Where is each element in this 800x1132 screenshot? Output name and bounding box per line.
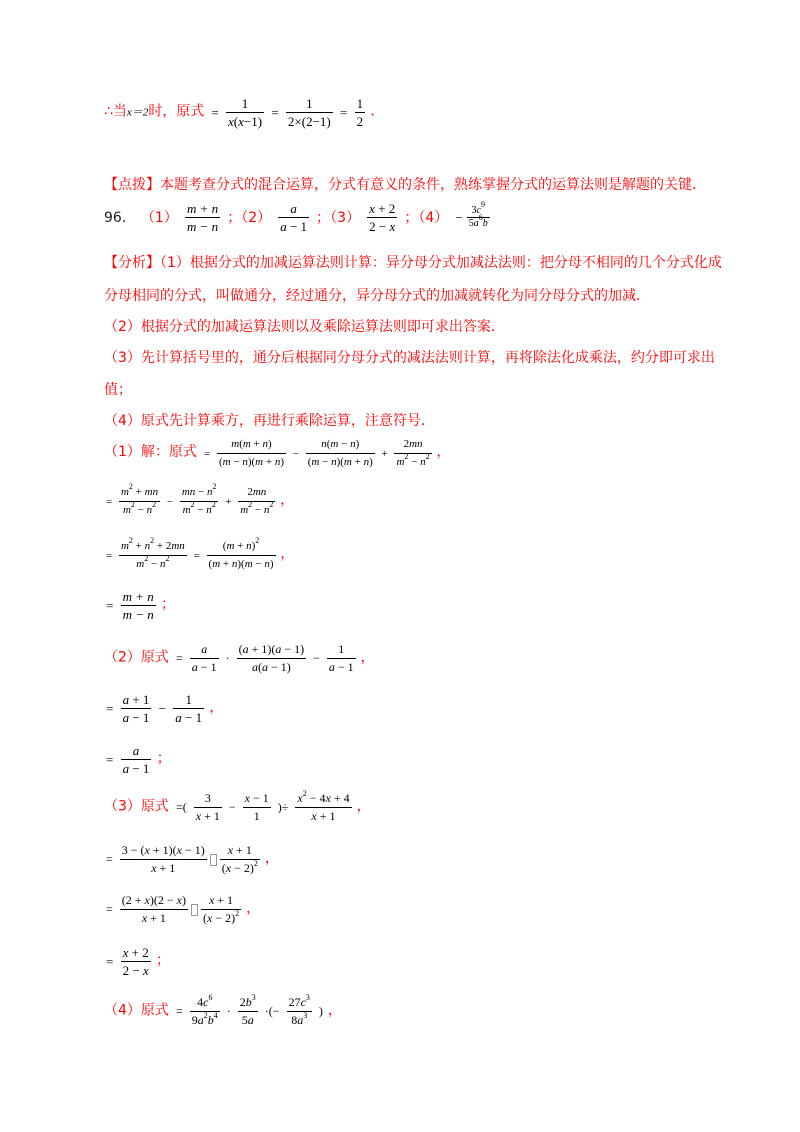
fraction: $\frac{x^2 - 4x + 4}{x + 1}$	[297, 789, 350, 823]
fraction: $\frac{x - 1}{1}$	[244, 791, 269, 823]
solution-label: （3）原式	[104, 798, 169, 815]
comma: ，	[280, 492, 295, 509]
fraction: $\frac{3}{x + 1}$	[195, 791, 220, 823]
expression: = $\frac{1}{x(x-1)}$ = $\frac{1}{2\times(2-1)}$ = $\frac{1}{2}$	[211, 96, 364, 129]
fraction: $\frac{a}{a - 1}$	[280, 201, 308, 234]
fraction: $\frac{mn - n^2}{m^2 - n^2}$	[181, 482, 217, 516]
analysis-line-1: 【分析】（1）根据分式的加减运算法则计算：异分母分式加减法法则：把分母不相同的几个分式化成	[104, 255, 722, 271]
answer-label: ；（4）	[404, 210, 449, 226]
fraction: $\frac{1}{a - 1}$	[328, 642, 354, 674]
comma: ，	[436, 444, 451, 461]
expression: = $\frac{a + 1}{a - 1}$ − $\frac{1}{a - 1}$	[106, 692, 203, 725]
condition: x＝2	[126, 106, 149, 119]
expression: =( $\frac{3}{x + 1}$ − $\frac{x - 1}{1}$ )÷ $\frac{x^2 - 4x + 4}{x + 1}$	[176, 789, 350, 823]
solution-3-step-3	[104, 892, 260, 927]
fraction: $\frac{m(m + n)}{(m - n)(m + n)}$	[218, 438, 284, 468]
analysis-line-2: 分母相同的分式，叫做通分，经过通分，异分母分式的加减就转化为同分母分式的加减．	[104, 288, 650, 304]
comma: ，	[246, 900, 261, 917]
fraction: $\frac{x + 1}{(x - 2)^2}$	[221, 843, 258, 875]
expression: = $\frac{a}{a - 1}$	[106, 743, 150, 776]
hint-paragraph: 【点拨】本题考查分式的混合运算，分式有意义的条件，熟练掌握分式的运算法则是解题的关键．	[104, 177, 706, 193]
comma: ，	[209, 699, 224, 716]
expression: = $\frac{4c^6}{9a^2b^4}$ · $\frac{2b^3}{5a}$ ·(− $\frac{27c^3}{8a^3}$ )	[176, 993, 323, 1027]
solution-4-step-1	[104, 994, 342, 1029]
fraction: $\frac{m + n}{m - n}$	[122, 589, 154, 622]
solution-label: （1）解：原式	[104, 444, 197, 461]
fraction: $\frac{1}{x(x-1)}$	[228, 96, 263, 129]
fraction: $\frac{1}{a - 1}$	[175, 692, 203, 725]
solution-1-result	[104, 588, 175, 623]
solution-3-result	[104, 944, 170, 979]
comma: ，	[356, 798, 371, 815]
fraction: $\frac{x + 2}{2 - x}$	[369, 201, 396, 234]
expression: = $\frac{3 - (x + 1)(x - 1)}{x + 1}$ $\frac{x + 1}{(x - 2)^2}$	[106, 843, 258, 875]
answer-label: （1）	[140, 210, 178, 226]
fraction: $\frac{a}{a - 1}$	[191, 642, 217, 674]
solution-1-step-2	[104, 484, 294, 519]
answer-96: 96． （1） $\frac{m + n}{m - n}$ ；（2） $\frac{a}{a - 1}$ ；（3） $\frac{x + 2}{2 - x}$ ；（4） − $\frac{3c^9}{5a^6b}$	[104, 200, 488, 234]
fraction: $\frac{n(m - n)}{(m - n)(m + n)}$	[307, 438, 373, 468]
placeholder-glyph	[191, 904, 198, 916]
question-number: 96．	[104, 210, 136, 226]
answer-label: ；（3）	[316, 210, 361, 226]
fraction: $\frac{x + 2}{2 - x}$	[122, 945, 149, 978]
fraction: $\frac{27c^3}{8a^3}$	[288, 993, 310, 1027]
fraction: $\frac{(m + n)^2}{(m + n)(m - n)}$	[208, 536, 274, 570]
fraction: $\frac{2mn}{m^2 - n^2}$	[240, 486, 274, 516]
analysis-line-3: （2）根据分式的加减运算法则以及乘除运算法则即可求出答案．	[104, 319, 505, 335]
analysis-line-5: 值；	[104, 382, 132, 398]
semicolon: ；	[156, 750, 171, 767]
conclusion-text-2: 时，原式	[148, 103, 205, 120]
semicolon: ；	[161, 596, 176, 613]
comma: ，	[360, 649, 375, 666]
solution-2-step-2	[104, 691, 223, 726]
solution-3-step-1	[104, 790, 371, 825]
expression: = $\frac{m^2 + n^2 + 2mn}{m^2 - n^2}$ = $\frac{(m + n)^2}{(m + n)(m - n)}$	[104, 549, 280, 561]
fraction: $\frac{a + 1}{a - 1}$	[122, 692, 150, 725]
expression: = $\frac{x + 2}{2 - x}$	[106, 945, 149, 978]
solution-1-step-3	[104, 538, 294, 573]
solution-3-step-2	[104, 842, 279, 877]
expression: = $\frac{m(m + n)}{(m - n)(m + n)}$ − $\frac{n(m - n)}{(m - n)(m + n)}$ + $\frac{2mn}{m^2 - n^2}$	[202, 447, 436, 459]
fraction: $\frac{m + n}{m - n}$	[186, 201, 219, 234]
expression: = $\frac{a}{a - 1}$ · $\frac{(a + 1)(a - 1)}{a(a - 1)}$ − $\frac{1}{a - 1}$	[176, 642, 354, 674]
answer-label: ；（2）	[227, 210, 272, 226]
line-conclusion	[104, 95, 384, 130]
period: ．	[370, 103, 385, 120]
solution-2-result	[104, 742, 171, 777]
fraction: $\frac{(2 + x)(2 - x)}{x + 1}$	[121, 893, 186, 925]
fraction: $\frac{2mn}{m^2 - n^2}$	[396, 438, 430, 468]
analysis-line-4: （3）先计算括号里的，通分后根据同分母分式的减法法则计算，再将除法化成乘法，约分即可求出	[104, 350, 715, 366]
fraction: $\frac{1}{2\times(2-1)}$	[287, 96, 331, 129]
comma: ，	[264, 850, 279, 867]
fraction: $\frac{m^2 + n^2 + 2mn}{m^2 - n^2}$	[120, 536, 185, 570]
conclusion-text: ∴当	[104, 103, 127, 120]
solution-label: （4）原式	[104, 1002, 169, 1019]
expression: = $\frac{m + n}{m - n}$	[106, 589, 154, 622]
fraction: $\frac{1}{2}$	[356, 96, 364, 129]
fraction: $\frac{m^2 + mn}{m^2 - n^2}$	[120, 482, 159, 516]
solution-label: （2）原式	[104, 649, 169, 666]
solution-2-step-1	[104, 641, 375, 676]
fraction: $\frac{(a + 1)(a - 1)}{a(a - 1)}$	[238, 642, 305, 674]
analysis-line-6: （4）原式先计算乘方，再进行乘除运算，注意符号．	[104, 413, 435, 429]
fraction: $\frac{3c^9}{5a^6b}$	[468, 200, 488, 229]
comma: ，	[327, 1002, 342, 1019]
fraction: $\frac{3 - (x + 1)(x - 1)}{x + 1}$	[121, 843, 205, 875]
placeholder-glyph	[210, 854, 217, 866]
fraction: $\frac{x + 1}{(x - 2)^2}$	[202, 893, 240, 925]
comma: ，	[280, 546, 295, 563]
fraction: $\frac{a}{a - 1}$	[122, 743, 150, 776]
semicolon: ；	[155, 952, 170, 969]
fraction: $\frac{2b^3}{5a}$	[239, 993, 256, 1027]
expression: = $\frac{m^2 + mn}{m^2 - n^2}$ − $\frac{mn - n^2}{m^2 - n^2}$ + $\frac{2mn}{m^2 - n^2}$	[104, 495, 280, 507]
solution-1-step-1	[104, 436, 450, 471]
fraction: $\frac{4c^6}{9a^2b^4}$	[191, 993, 218, 1027]
expression: = $\frac{(2 + x)(2 - x)}{x + 1}$ $\frac{x + 1}{(x - 2)^2}$	[106, 893, 240, 925]
